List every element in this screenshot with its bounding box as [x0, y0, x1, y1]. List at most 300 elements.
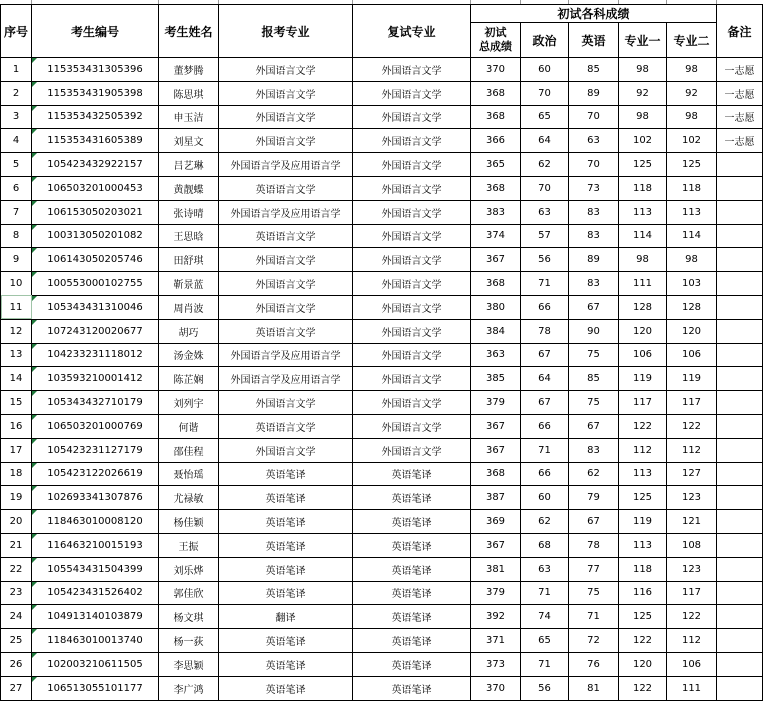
total-score-cell[interactable]: 370 — [471, 676, 521, 700]
seq-cell[interactable]: 3 — [1, 105, 32, 129]
major1-cell[interactable]: 118 — [619, 557, 667, 581]
seq-cell[interactable]: 21 — [1, 533, 32, 557]
remark-cell[interactable] — [717, 153, 763, 177]
politics-cell[interactable]: 70 — [521, 176, 569, 200]
english-cell[interactable]: 75 — [569, 581, 619, 605]
major1-cell[interactable]: 122 — [619, 676, 667, 700]
major1-cell[interactable]: 125 — [619, 153, 667, 177]
politics-cell[interactable]: 65 — [521, 629, 569, 653]
major2-cell[interactable]: 111 — [667, 676, 717, 700]
retest-major-cell[interactable]: 外国语言文学 — [353, 176, 471, 200]
applied-major-cell[interactable]: 英语笔译 — [219, 557, 353, 581]
major1-cell[interactable]: 128 — [619, 295, 667, 319]
retest-major-cell[interactable]: 外国语言文学 — [353, 367, 471, 391]
total-score-cell[interactable]: 374 — [471, 224, 521, 248]
total-score-cell[interactable]: 379 — [471, 391, 521, 415]
name-cell[interactable]: 靳景蓝 — [159, 272, 219, 296]
politics-cell[interactable]: 62 — [521, 153, 569, 177]
name-cell[interactable]: 陈芷娴 — [159, 367, 219, 391]
major2-cell[interactable]: 106 — [667, 343, 717, 367]
retest-major-cell[interactable]: 外国语言文学 — [353, 248, 471, 272]
total-score-cell[interactable]: 369 — [471, 510, 521, 534]
major1-cell[interactable]: 111 — [619, 272, 667, 296]
applied-major-cell[interactable]: 外国语言学及应用语言学 — [219, 343, 353, 367]
major1-cell[interactable]: 119 — [619, 367, 667, 391]
politics-cell[interactable]: 67 — [521, 343, 569, 367]
retest-major-cell[interactable]: 外国语言文学 — [353, 319, 471, 343]
remark-cell[interactable] — [717, 462, 763, 486]
seq-cell[interactable]: 9 — [1, 248, 32, 272]
total-score-cell[interactable]: 392 — [471, 605, 521, 629]
major2-cell[interactable]: 118 — [667, 176, 717, 200]
major2-cell[interactable]: 98 — [667, 58, 717, 82]
english-cell[interactable]: 83 — [569, 438, 619, 462]
retest-major-cell[interactable]: 英语笔译 — [353, 629, 471, 653]
applied-major-cell[interactable]: 外国语言学及应用语言学 — [219, 367, 353, 391]
major1-cell[interactable]: 125 — [619, 486, 667, 510]
exam-id-cell[interactable]: 104233231118012 — [32, 343, 159, 367]
major1-cell[interactable]: 120 — [619, 652, 667, 676]
major2-cell[interactable]: 98 — [667, 248, 717, 272]
name-cell[interactable]: 周肖波 — [159, 295, 219, 319]
seq-cell[interactable]: 14 — [1, 367, 32, 391]
total-score-cell[interactable]: 367 — [471, 248, 521, 272]
seq-cell[interactable]: 4 — [1, 129, 32, 153]
politics-cell[interactable]: 64 — [521, 129, 569, 153]
remark-cell[interactable] — [717, 414, 763, 438]
major1-cell[interactable]: 118 — [619, 176, 667, 200]
major2-cell[interactable]: 122 — [667, 414, 717, 438]
politics-cell[interactable]: 71 — [521, 581, 569, 605]
total-score-cell[interactable]: 367 — [471, 533, 521, 557]
total-score-cell[interactable]: 368 — [471, 105, 521, 129]
retest-major-cell[interactable]: 外国语言文学 — [353, 414, 471, 438]
applied-major-cell[interactable]: 英语笔译 — [219, 462, 353, 486]
applied-major-cell[interactable]: 英语笔译 — [219, 652, 353, 676]
major2-cell[interactable]: 92 — [667, 81, 717, 105]
exam-id-cell[interactable]: 105543431504399 — [32, 557, 159, 581]
name-cell[interactable]: 尤禄敏 — [159, 486, 219, 510]
name-cell[interactable]: 田舒琪 — [159, 248, 219, 272]
header-name: 考生姓名 — [159, 5, 219, 58]
exam-id-cell[interactable]: 106503201000453 — [32, 176, 159, 200]
total-score-cell[interactable]: 380 — [471, 295, 521, 319]
major1-cell[interactable]: 116 — [619, 581, 667, 605]
exam-id-cell[interactable]: 106153050203021 — [32, 200, 159, 224]
english-cell[interactable]: 71 — [569, 605, 619, 629]
exam-id-cell[interactable]: 115353431905398 — [32, 81, 159, 105]
applied-major-cell[interactable]: 外国语言文学 — [219, 248, 353, 272]
remark-cell[interactable] — [717, 343, 763, 367]
major1-cell[interactable]: 122 — [619, 414, 667, 438]
seq-cell[interactable]: 25 — [1, 629, 32, 653]
applied-major-cell[interactable]: 英语语言文学 — [219, 224, 353, 248]
major1-cell[interactable]: 112 — [619, 438, 667, 462]
english-cell[interactable]: 63 — [569, 129, 619, 153]
applied-major-cell[interactable]: 外国语言文学 — [219, 105, 353, 129]
exam-id-cell[interactable]: 105423432922157 — [32, 153, 159, 177]
exam-id-cell[interactable]: 118463010008120 — [32, 510, 159, 534]
major2-cell[interactable]: 121 — [667, 510, 717, 534]
exam-id-cell[interactable]: 100553000102755 — [32, 272, 159, 296]
english-cell[interactable]: 67 — [569, 414, 619, 438]
remark-cell[interactable] — [717, 533, 763, 557]
politics-cell[interactable]: 68 — [521, 533, 569, 557]
retest-major-cell[interactable]: 英语笔译 — [353, 533, 471, 557]
major2-cell[interactable]: 113 — [667, 200, 717, 224]
exam-id-cell[interactable]: 107243120020677 — [32, 319, 159, 343]
total-score-cell[interactable]: 373 — [471, 652, 521, 676]
remark-cell[interactable] — [717, 176, 763, 200]
name-cell[interactable]: 刘列宇 — [159, 391, 219, 415]
applied-major-cell[interactable]: 英语语言文学 — [219, 176, 353, 200]
applied-major-cell[interactable]: 外国语言文学 — [219, 129, 353, 153]
exam-id-cell[interactable]: 102693341307876 — [32, 486, 159, 510]
english-cell[interactable]: 72 — [569, 629, 619, 653]
politics-cell[interactable]: 66 — [521, 462, 569, 486]
english-cell[interactable]: 62 — [569, 462, 619, 486]
total-score-cell[interactable]: 368 — [471, 81, 521, 105]
politics-cell[interactable]: 62 — [521, 510, 569, 534]
seq-cell[interactable]: 11 — [1, 295, 32, 319]
remark-cell[interactable] — [717, 605, 763, 629]
name-cell[interactable]: 邵佳程 — [159, 438, 219, 462]
retest-major-cell[interactable]: 外国语言文学 — [353, 224, 471, 248]
remark-cell[interactable] — [717, 391, 763, 415]
retest-major-cell[interactable]: 英语笔译 — [353, 652, 471, 676]
seq-cell[interactable]: 20 — [1, 510, 32, 534]
seq-cell[interactable]: 6 — [1, 176, 32, 200]
major2-cell[interactable]: 117 — [667, 391, 717, 415]
politics-cell[interactable]: 66 — [521, 295, 569, 319]
retest-major-cell[interactable]: 英语笔译 — [353, 676, 471, 700]
applied-major-cell[interactable]: 英语笔译 — [219, 629, 353, 653]
applied-major-cell[interactable]: 英语笔译 — [219, 581, 353, 605]
retest-major-cell[interactable]: 英语笔译 — [353, 581, 471, 605]
major2-cell[interactable]: 128 — [667, 295, 717, 319]
remark-cell[interactable] — [717, 248, 763, 272]
remark-cell[interactable] — [717, 224, 763, 248]
politics-cell[interactable]: 56 — [521, 676, 569, 700]
english-cell[interactable]: 75 — [569, 343, 619, 367]
name-cell[interactable]: 申玉洁 — [159, 105, 219, 129]
remark-cell[interactable] — [717, 510, 763, 534]
remark-cell[interactable] — [717, 581, 763, 605]
name-cell[interactable]: 胡巧 — [159, 319, 219, 343]
politics-cell[interactable]: 71 — [521, 272, 569, 296]
politics-cell[interactable]: 57 — [521, 224, 569, 248]
politics-cell[interactable]: 64 — [521, 367, 569, 391]
politics-cell[interactable]: 63 — [521, 557, 569, 581]
applied-major-cell[interactable]: 外国语言文学 — [219, 81, 353, 105]
major1-cell[interactable]: 114 — [619, 224, 667, 248]
total-score-cell[interactable]: 368 — [471, 462, 521, 486]
exam-id-cell[interactable]: 106503201000769 — [32, 414, 159, 438]
english-cell[interactable]: 90 — [569, 319, 619, 343]
english-cell[interactable]: 85 — [569, 367, 619, 391]
politics-cell[interactable]: 71 — [521, 652, 569, 676]
retest-major-cell[interactable]: 外国语言文学 — [353, 81, 471, 105]
major1-cell[interactable]: 119 — [619, 510, 667, 534]
exam-id-cell[interactable]: 103593210001412 — [32, 367, 159, 391]
seq-cell[interactable]: 19 — [1, 486, 32, 510]
english-cell[interactable]: 83 — [569, 200, 619, 224]
name-cell[interactable]: 杨佳颖 — [159, 510, 219, 534]
seq-cell[interactable]: 18 — [1, 462, 32, 486]
exam-id-cell[interactable]: 105343432710179 — [32, 391, 159, 415]
seq-cell[interactable]: 23 — [1, 581, 32, 605]
name-cell[interactable]: 黄靓蝶 — [159, 176, 219, 200]
remark-cell[interactable] — [717, 319, 763, 343]
total-score-cell[interactable]: 366 — [471, 129, 521, 153]
retest-major-cell[interactable]: 外国语言文学 — [353, 58, 471, 82]
name-cell[interactable]: 杨一荻 — [159, 629, 219, 653]
seq-cell[interactable]: 26 — [1, 652, 32, 676]
politics-cell[interactable]: 60 — [521, 486, 569, 510]
exam-id-cell[interactable]: 106143050205746 — [32, 248, 159, 272]
seq-cell[interactable]: 5 — [1, 153, 32, 177]
table-row — [1, 105, 763, 129]
name-cell[interactable]: 杨文琪 — [159, 605, 219, 629]
name-cell[interactable]: 吕艺琳 — [159, 153, 219, 177]
applied-major-cell[interactable]: 英语笔译 — [219, 510, 353, 534]
english-cell[interactable]: 89 — [569, 248, 619, 272]
applied-major-cell[interactable]: 外国语言文学 — [219, 272, 353, 296]
major1-cell[interactable]: 98 — [619, 58, 667, 82]
english-cell[interactable]: 83 — [569, 224, 619, 248]
seq-cell[interactable]: 17 — [1, 438, 32, 462]
major2-cell[interactable]: 119 — [667, 367, 717, 391]
exam-id-cell[interactable]: 115353431605389 — [32, 129, 159, 153]
major1-cell[interactable]: 113 — [619, 462, 667, 486]
retest-major-cell[interactable]: 英语笔译 — [353, 486, 471, 510]
major1-cell[interactable]: 106 — [619, 343, 667, 367]
english-cell[interactable]: 76 — [569, 652, 619, 676]
english-cell[interactable]: 70 — [569, 105, 619, 129]
exam-id-cell[interactable]: 105423431526402 — [32, 581, 159, 605]
exam-id-cell[interactable]: 105423231127179 — [32, 438, 159, 462]
total-score-cell[interactable]: 365 — [471, 153, 521, 177]
name-cell[interactable]: 聂怡瑶 — [159, 462, 219, 486]
politics-cell[interactable]: 70 — [521, 81, 569, 105]
applied-major-cell[interactable]: 外国语言文学 — [219, 391, 353, 415]
total-score-cell[interactable]: 379 — [471, 581, 521, 605]
applied-major-cell[interactable]: 外国语言文学 — [219, 58, 353, 82]
name-cell[interactable]: 汤金姝 — [159, 343, 219, 367]
remark-cell[interactable]: 一志愿 — [717, 105, 763, 129]
english-cell[interactable]: 75 — [569, 391, 619, 415]
politics-cell[interactable]: 65 — [521, 105, 569, 129]
name-cell[interactable]: 李思颖 — [159, 652, 219, 676]
seq-cell[interactable]: 10 — [1, 272, 32, 296]
header-major2: 专业二 — [667, 23, 717, 58]
applied-major-cell[interactable]: 外国语言文学 — [219, 438, 353, 462]
retest-major-cell[interactable]: 英语笔译 — [353, 462, 471, 486]
applied-major-cell[interactable]: 英语笔译 — [219, 533, 353, 557]
total-score-cell[interactable]: 371 — [471, 629, 521, 653]
total-score-cell[interactable]: 383 — [471, 200, 521, 224]
major1-cell[interactable]: 122 — [619, 629, 667, 653]
major2-cell[interactable]: 112 — [667, 438, 717, 462]
remark-cell[interactable] — [717, 438, 763, 462]
total-score-cell[interactable]: 367 — [471, 438, 521, 462]
major2-cell[interactable]: 122 — [667, 605, 717, 629]
total-score-cell[interactable]: 385 — [471, 367, 521, 391]
remark-cell[interactable]: 一志愿 — [717, 81, 763, 105]
major2-cell[interactable]: 108 — [667, 533, 717, 557]
english-cell[interactable]: 77 — [569, 557, 619, 581]
seq-cell[interactable]: 15 — [1, 391, 32, 415]
exam-id-cell[interactable]: 118463010013740 — [32, 629, 159, 653]
remark-cell[interactable]: 一志愿 — [717, 58, 763, 82]
exam-id-cell[interactable]: 104913140103879 — [32, 605, 159, 629]
seq-cell[interactable]: 16 — [1, 414, 32, 438]
retest-major-cell[interactable]: 外国语言文学 — [353, 272, 471, 296]
name-cell[interactable]: 张诗晴 — [159, 200, 219, 224]
remark-cell[interactable]: 一志愿 — [717, 129, 763, 153]
seq-cell[interactable]: 8 — [1, 224, 32, 248]
major2-cell[interactable]: 98 — [667, 105, 717, 129]
english-cell[interactable]: 70 — [569, 153, 619, 177]
remark-cell[interactable] — [717, 557, 763, 581]
politics-cell[interactable]: 67 — [521, 391, 569, 415]
major1-cell[interactable]: 113 — [619, 200, 667, 224]
major2-cell[interactable]: 120 — [667, 319, 717, 343]
politics-cell[interactable]: 78 — [521, 319, 569, 343]
seq-cell[interactable]: 24 — [1, 605, 32, 629]
major1-cell[interactable]: 98 — [619, 105, 667, 129]
exam-id-cell[interactable]: 100313050201082 — [32, 224, 159, 248]
name-cell[interactable]: 刘乐烨 — [159, 557, 219, 581]
retest-major-cell[interactable]: 外国语言文学 — [353, 153, 471, 177]
total-score-cell[interactable]: 387 — [471, 486, 521, 510]
retest-major-cell[interactable]: 外国语言文学 — [353, 105, 471, 129]
remark-cell[interactable] — [717, 486, 763, 510]
retest-major-cell[interactable]: 外国语言文学 — [353, 129, 471, 153]
major1-cell[interactable]: 98 — [619, 248, 667, 272]
total-score-cell[interactable]: 368 — [471, 272, 521, 296]
major1-cell[interactable]: 113 — [619, 533, 667, 557]
applied-major-cell[interactable]: 英语语言文学 — [219, 319, 353, 343]
major2-cell[interactable]: 123 — [667, 557, 717, 581]
name-cell[interactable]: 何谐 — [159, 414, 219, 438]
applied-major-cell[interactable]: 外国语言学及应用语言学 — [219, 200, 353, 224]
retest-major-cell[interactable]: 外国语言文学 — [353, 295, 471, 319]
exam-id-cell[interactable]: 115353431305396 — [32, 58, 159, 82]
english-cell[interactable]: 85 — [569, 58, 619, 82]
applied-major-cell[interactable]: 外国语言文学 — [219, 295, 353, 319]
english-cell[interactable]: 78 — [569, 533, 619, 557]
retest-major-cell[interactable]: 外国语言文学 — [353, 391, 471, 415]
total-score-cell[interactable]: 368 — [471, 176, 521, 200]
major2-cell[interactable]: 125 — [667, 153, 717, 177]
major1-cell[interactable]: 125 — [619, 605, 667, 629]
total-score-cell[interactable]: 384 — [471, 319, 521, 343]
seq-cell[interactable]: 27 — [1, 676, 32, 700]
english-cell[interactable]: 67 — [569, 295, 619, 319]
politics-cell[interactable]: 63 — [521, 200, 569, 224]
remark-cell[interactable] — [717, 295, 763, 319]
exam-id-cell[interactable]: 105423122026619 — [32, 462, 159, 486]
retest-major-cell[interactable]: 英语笔译 — [353, 605, 471, 629]
english-cell[interactable]: 81 — [569, 676, 619, 700]
exam-id-cell[interactable]: 116463210015193 — [32, 533, 159, 557]
major2-cell[interactable]: 103 — [667, 272, 717, 296]
remark-cell[interactable] — [717, 200, 763, 224]
name-cell[interactable]: 王思晗 — [159, 224, 219, 248]
major2-cell[interactable]: 106 — [667, 652, 717, 676]
politics-cell[interactable]: 60 — [521, 58, 569, 82]
seq-cell[interactable]: 22 — [1, 557, 32, 581]
major2-cell[interactable]: 112 — [667, 629, 717, 653]
english-cell[interactable]: 89 — [569, 81, 619, 105]
total-score-cell[interactable]: 367 — [471, 414, 521, 438]
major1-cell[interactable]: 102 — [619, 129, 667, 153]
remark-cell[interactable] — [717, 676, 763, 700]
name-cell[interactable]: 王振 — [159, 533, 219, 557]
name-cell[interactable]: 董梦腾 — [159, 58, 219, 82]
major2-cell[interactable]: 117 — [667, 581, 717, 605]
exam-id-cell[interactable]: 105343431310046 — [32, 295, 159, 319]
major2-cell[interactable]: 114 — [667, 224, 717, 248]
retest-major-cell[interactable]: 外国语言文学 — [353, 343, 471, 367]
seq-cell[interactable]: 13 — [1, 343, 32, 367]
remark-cell[interactable] — [717, 367, 763, 391]
seq-cell[interactable]: 1 — [1, 58, 32, 82]
retest-major-cell[interactable]: 英语笔译 — [353, 510, 471, 534]
major2-cell[interactable]: 123 — [667, 486, 717, 510]
name-cell[interactable]: 李广鸿 — [159, 676, 219, 700]
applied-major-cell[interactable]: 英语语言文学 — [219, 414, 353, 438]
name-cell[interactable]: 刘星文 — [159, 129, 219, 153]
politics-cell[interactable]: 71 — [521, 438, 569, 462]
remark-cell[interactable] — [717, 629, 763, 653]
name-cell[interactable]: 郭佳欣 — [159, 581, 219, 605]
english-cell[interactable]: 79 — [569, 486, 619, 510]
politics-cell[interactable]: 56 — [521, 248, 569, 272]
major1-cell[interactable]: 92 — [619, 81, 667, 105]
english-cell[interactable]: 73 — [569, 176, 619, 200]
major1-cell[interactable]: 117 — [619, 391, 667, 415]
exam-id-cell[interactable]: 102003210611505 — [32, 652, 159, 676]
retest-major-cell[interactable]: 英语笔译 — [353, 557, 471, 581]
total-score-cell[interactable]: 370 — [471, 58, 521, 82]
total-score-cell[interactable]: 363 — [471, 343, 521, 367]
exam-id-cell[interactable]: 115353432505392 — [32, 105, 159, 129]
major1-cell[interactable]: 120 — [619, 319, 667, 343]
applied-major-cell[interactable]: 外国语言学及应用语言学 — [219, 153, 353, 177]
seq-cell[interactable]: 12 — [1, 319, 32, 343]
applied-major-cell[interactable]: 英语笔译 — [219, 676, 353, 700]
politics-cell[interactable]: 66 — [521, 414, 569, 438]
seq-cell[interactable]: 2 — [1, 81, 32, 105]
applied-major-cell[interactable]: 翻译 — [219, 605, 353, 629]
remark-cell[interactable] — [717, 272, 763, 296]
retest-major-cell[interactable]: 外国语言文学 — [353, 438, 471, 462]
seq-cell[interactable]: 7 — [1, 200, 32, 224]
politics-cell[interactable]: 74 — [521, 605, 569, 629]
major2-cell[interactable]: 127 — [667, 462, 717, 486]
english-cell[interactable]: 67 — [569, 510, 619, 534]
total-score-cell[interactable]: 381 — [471, 557, 521, 581]
exam-id-cell[interactable]: 106513055101177 — [32, 676, 159, 700]
remark-cell[interactable] — [717, 652, 763, 676]
retest-major-cell[interactable]: 外国语言文学 — [353, 200, 471, 224]
english-cell[interactable]: 83 — [569, 272, 619, 296]
major2-cell[interactable]: 102 — [667, 129, 717, 153]
applied-major-cell[interactable]: 英语笔译 — [219, 486, 353, 510]
name-cell[interactable]: 陈思琪 — [159, 81, 219, 105]
